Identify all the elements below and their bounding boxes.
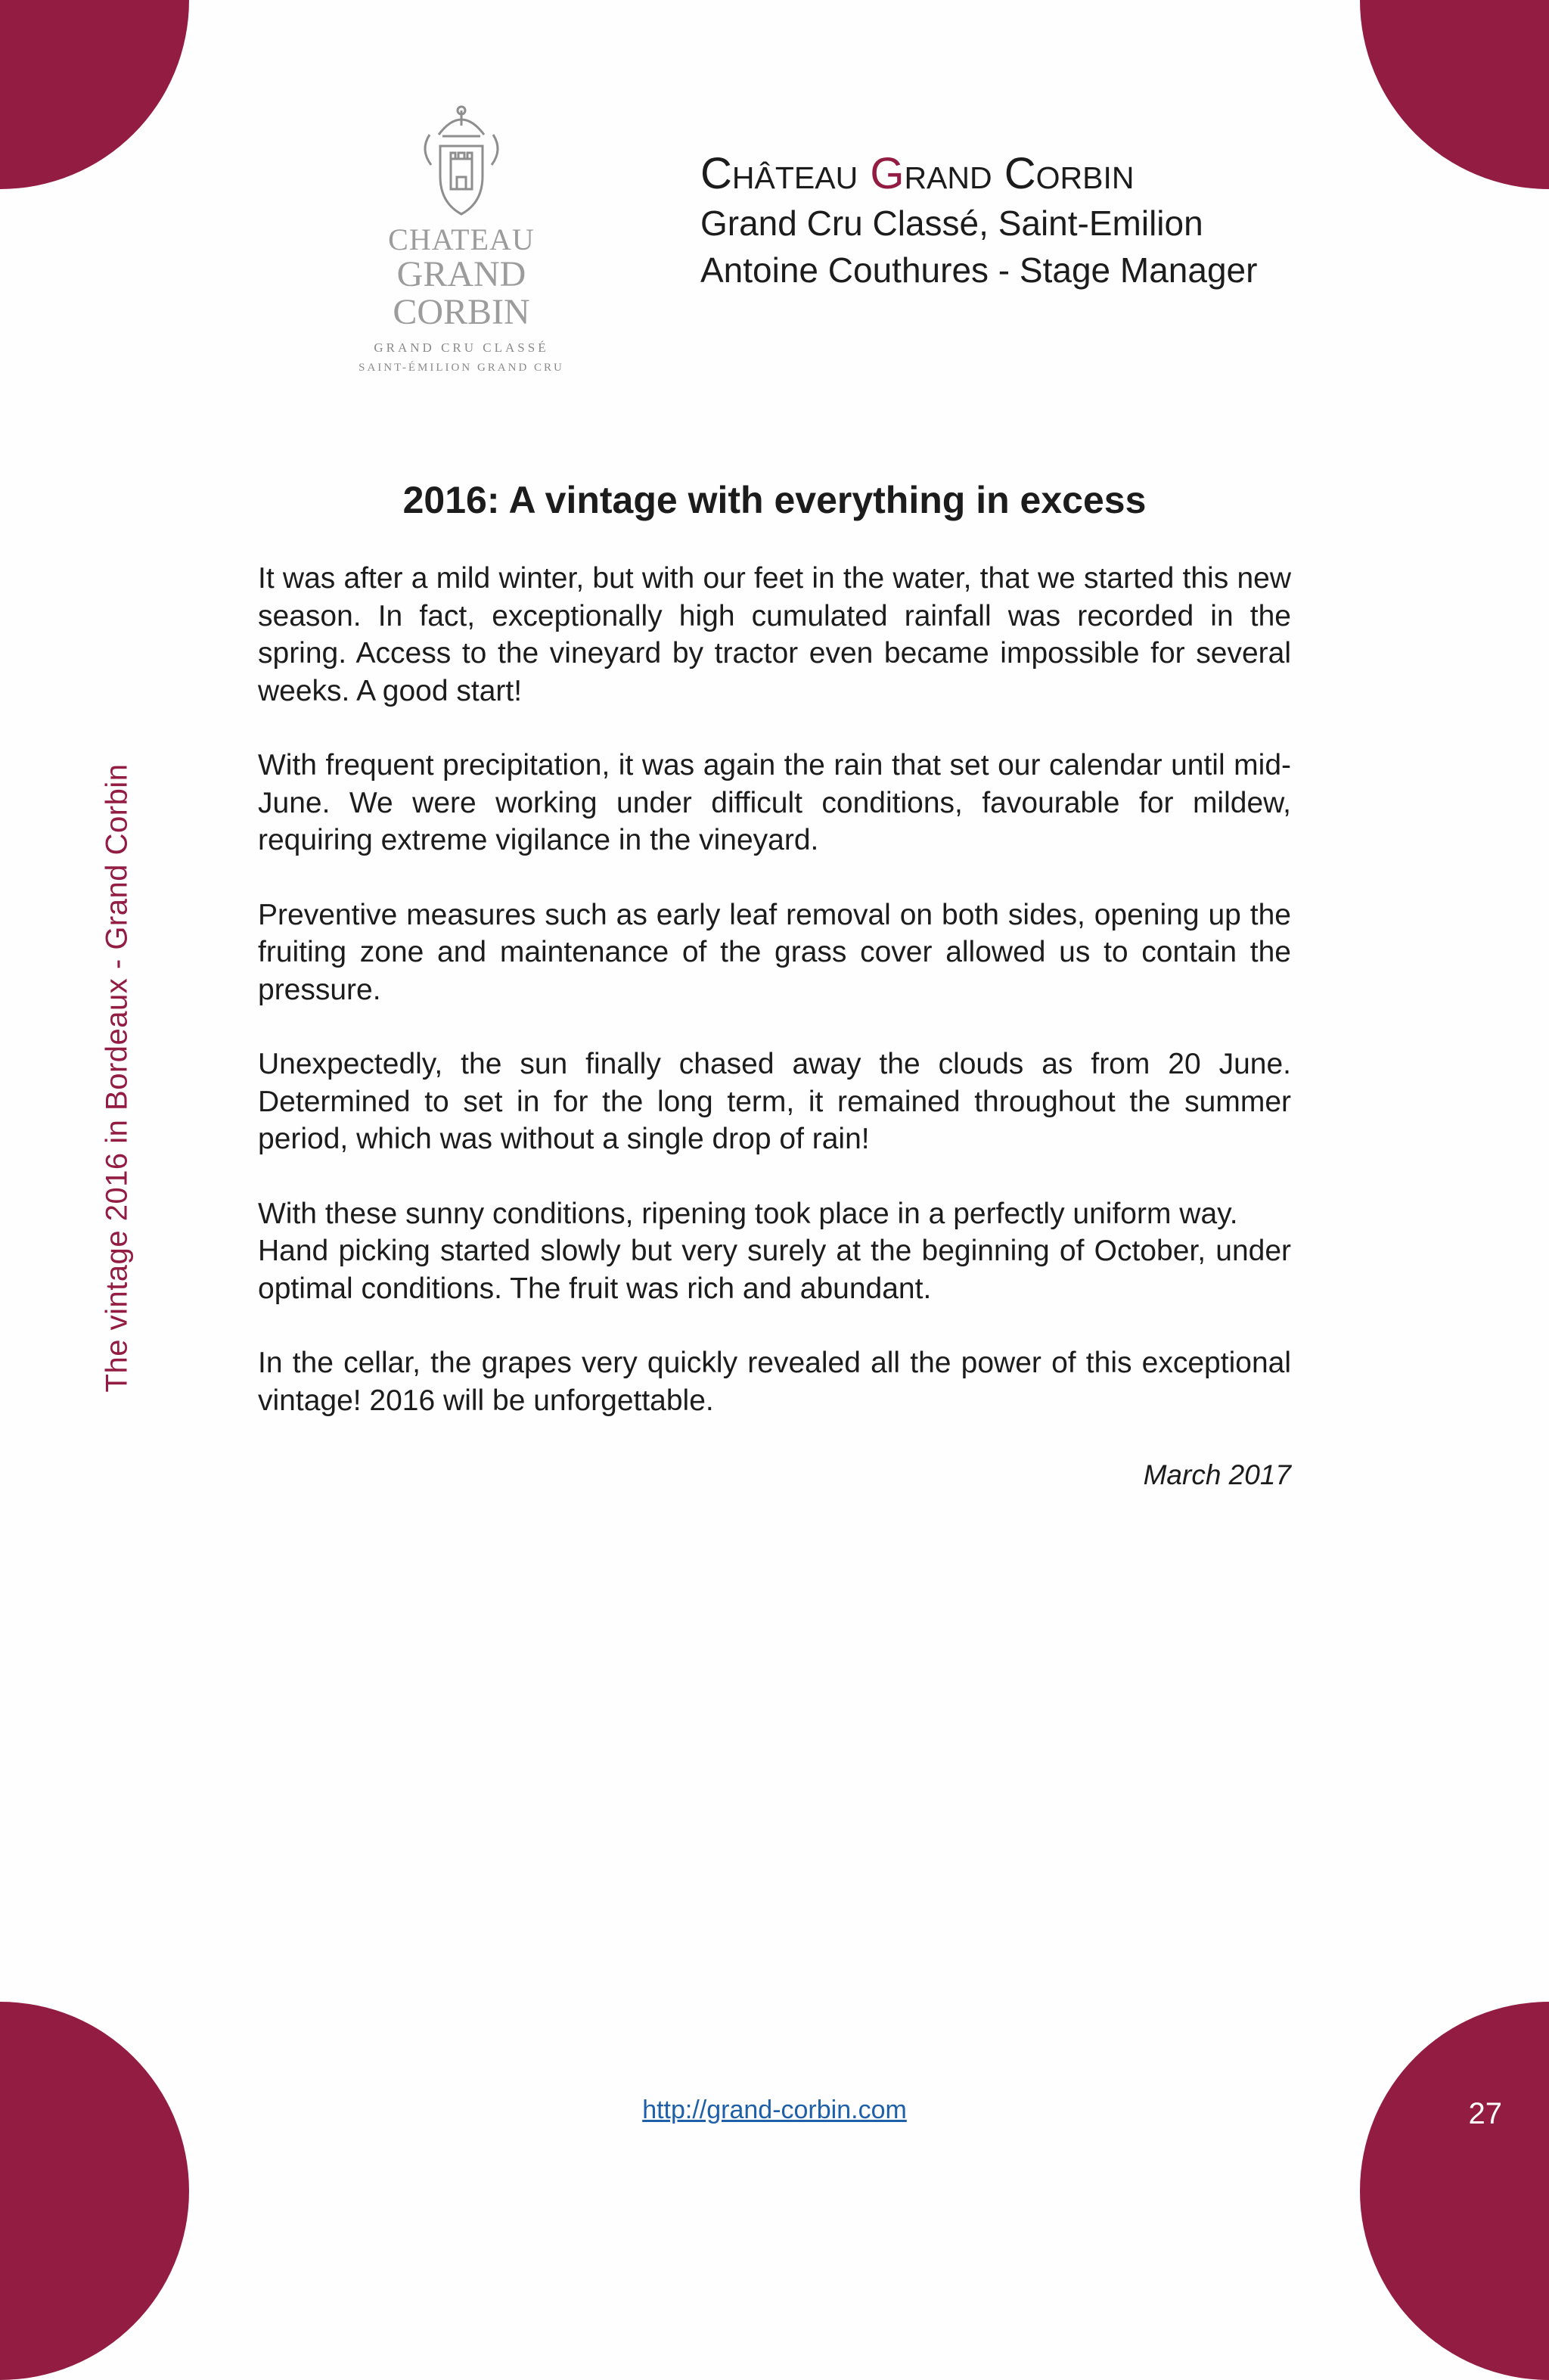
logo-text-appellation: SAINT-ÉMILION GRAND CRU: [359, 362, 564, 374]
corner-decoration-bottom-left: [0, 2002, 189, 2380]
paragraph-5: [258, 1195, 1291, 1308]
estate-name-prefix: Château: [700, 149, 871, 198]
estate-classification: Grand Cru Classé, Saint-Emilion: [700, 204, 1203, 243]
vertical-sidebar-title: The vintage 2016 in Bordeaux - Grand Corbin: [100, 763, 134, 1393]
paragraph-6: In the cellar, the grapes very quickly revealed all the power of this exceptional vintage! 2016 will be unforgettable.: [258, 1347, 1291, 1417]
castle-crest-icon: [408, 104, 514, 218]
estate-name-accent-letter: G: [870, 149, 905, 198]
paragraph-5-line-2: Hand picking started slowly but very surely at the beginning of October, under optimal conditions. The fruit was rich and abundant.: [258, 1235, 1291, 1305]
estate-name-rest: rand Corbin: [904, 149, 1135, 198]
corner-decoration-top-left: [0, 0, 189, 189]
corner-decoration-bottom-right: [1360, 2002, 1549, 2380]
paragraph-4: Unexpectedly, the sun finally chased away the clouds as from 20 June. Determined to set in for the long term, it remained throughout the summer period, which was without a single drop of rain!: [258, 1048, 1291, 1155]
article-title: 2016: A vintage with everything in excess: [402, 479, 1147, 521]
paragraph-1: It was after a mild winter, but with our feet in the water, that we started this new season. In fact, exceptionally high cumulated rainfall was recorded in the spring. Access to the vineyard by tractor even became impossible for several weeks. A good start!: [258, 562, 1291, 707]
logo-text-grand-cru-classe: GRAND CRU CLASSÉ: [374, 340, 549, 355]
estate-name: [700, 148, 1381, 200]
logo-text-chateau: CHATEAU: [388, 222, 535, 256]
chateau-logo: [325, 104, 598, 374]
estate-header: [700, 148, 1381, 294]
corner-decoration-top-right: [1360, 0, 1549, 189]
page-number: 27: [1468, 2097, 1502, 2130]
paragraph-3: Preventive measures such as early leaf removal on both sides, opening up the fruiting zone and maintenance of the grass cover allowed us to contain the pressure.: [258, 898, 1291, 1006]
website-link[interactable]: http://grand-corbin.com: [642, 2096, 907, 2124]
article-body: [258, 560, 1291, 1494]
article-date: March 2017: [1143, 1459, 1291, 1490]
logo-text-grand-corbin: GRAND CORBIN: [393, 254, 530, 332]
author-line: Antoine Couthures - Stage Manager: [700, 250, 1258, 290]
paragraph-5-line-1: With these sunny conditions, ripening took place in a perfectly uniform way.: [258, 1197, 1238, 1230]
paragraph-2: With frequent precipitation, it was again the rain that set our calendar until mid-June. We were working under difficult conditions, favourable for mildew, requiring extreme vigilance in the vineyard.: [258, 749, 1291, 856]
